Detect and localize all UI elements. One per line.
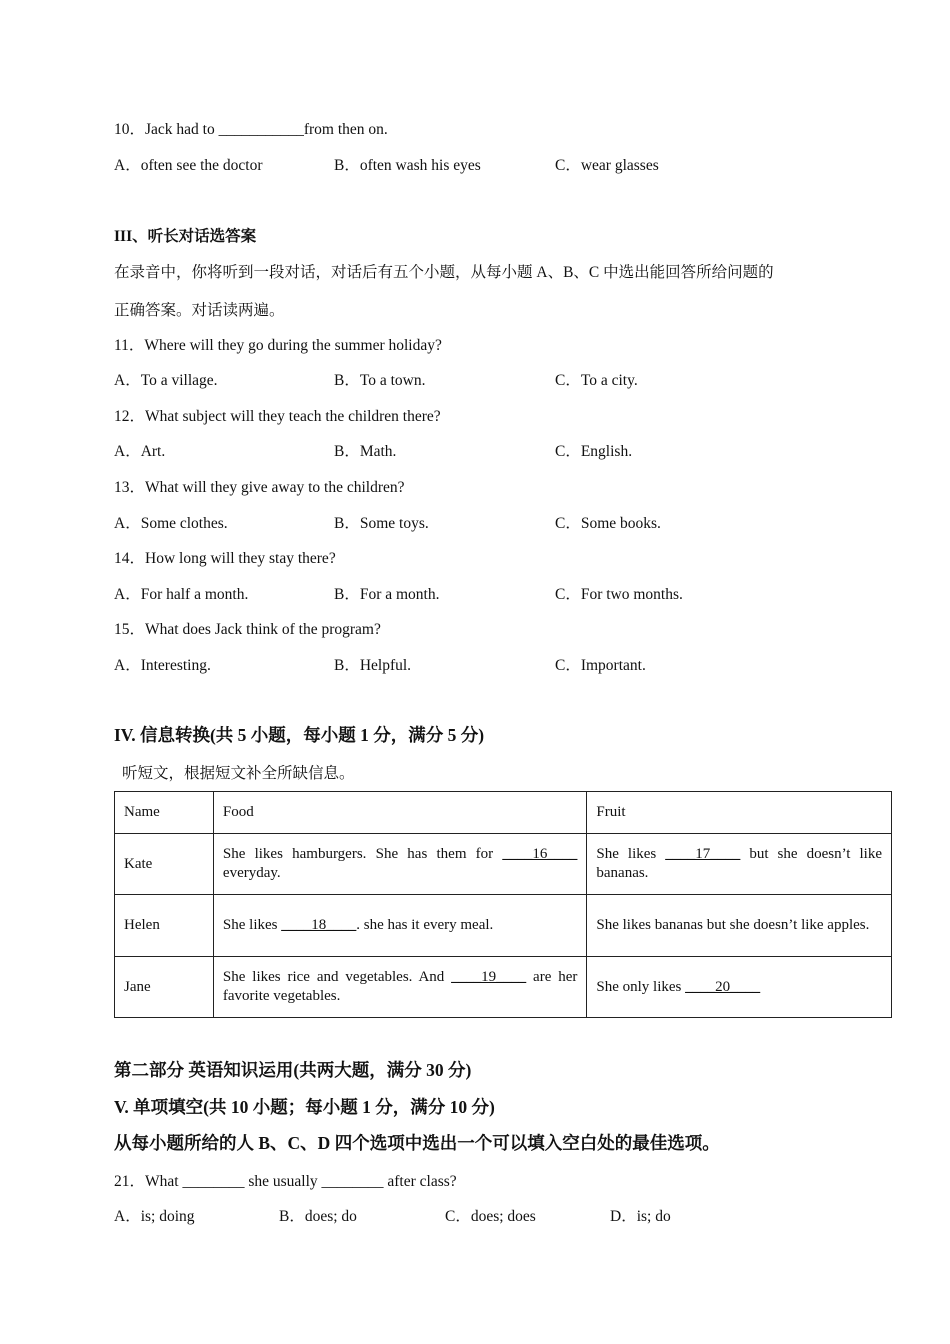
info-table (114, 791, 892, 1018)
food-text: She likes hamburgers. She has them for (222, 846, 503, 862)
blank-16: ____16____ (502, 846, 578, 862)
question-15-stem: 15．What does Jack think of the program? (114, 621, 381, 638)
q14-option-a: A．For half a month. (114, 586, 249, 603)
q21-option-d: D．is; do (610, 1208, 671, 1225)
q15-option-b: B．Helpful. (334, 657, 412, 674)
table-row-helen (115, 895, 892, 957)
section-4-title: IV. 信息转换(共 5 小题，每小题 1 分，满分 5 分) (114, 725, 485, 745)
section-4-instruction: 听短文，根据短文补全所缺信息。 (122, 765, 355, 782)
question-10-stem: 10．Jack had to ___________from then on. (114, 121, 388, 138)
header-name: Name (115, 792, 214, 834)
fruit-text: She likes (596, 846, 666, 862)
fruit-text: She likes bananas but she doesn’t like apples. (596, 917, 870, 933)
table-header-row (115, 792, 892, 834)
q21-option-b: B．does; do (279, 1208, 357, 1225)
q14-option-c: C．For two months. (555, 586, 683, 603)
fruit-text: She only likes (596, 978, 686, 995)
header-fruit: Fruit (587, 792, 892, 834)
cell-name: Kate (115, 834, 214, 895)
cell-fruit (587, 895, 892, 957)
q14-option-b: B．For a month. (334, 586, 440, 603)
food-text-end: everyday. (222, 865, 281, 881)
q21-option-c: C．does; does (445, 1208, 536, 1225)
cell-name: Jane (115, 957, 214, 1018)
cell-fruit (587, 834, 892, 895)
q10-option-b: B．often wash his eyes (334, 157, 481, 174)
part-2-title: 第二部分 英语知识运用(共两大题，满分 30 分) (114, 1060, 472, 1080)
section-3-instruction-line2: 正确答案。对话读两遍。 (114, 302, 285, 319)
fruit-text-end: but she doesn’t like bananas. (596, 846, 882, 881)
q15-option-c: C．Important. (555, 657, 646, 674)
table-row-jane (115, 957, 892, 1018)
question-21-stem: 21．What ________ she usually ________ after class? (114, 1173, 457, 1190)
cell-food (213, 834, 586, 895)
q12-option-b: B．Math. (334, 443, 397, 460)
question-14-stem: 14．How long will they stay there? (114, 550, 336, 567)
q12-option-a: A．Art. (114, 443, 166, 460)
food-text: She likes (222, 917, 282, 933)
section-3-title: III、听长对话选答案 (114, 228, 257, 245)
q21-option-a: A．is; doing (114, 1208, 195, 1225)
food-text-end: . she has it every meal. (356, 917, 494, 933)
section-5-instruction: 从每小题所给的人 B、C、D 四个选项中选出一个可以填入空白处的最佳选项。 (114, 1133, 720, 1153)
cell-food (213, 895, 586, 957)
food-text: She likes rice and vegetables. And (222, 969, 452, 985)
blank-17: ____17____ (665, 846, 741, 862)
blank-18: ____18____ (281, 917, 357, 933)
question-12-stem: 12．What subject will they teach the children there? (114, 408, 441, 425)
q13-option-c: C．Some books. (555, 515, 661, 532)
blank-20: ____20____ (685, 978, 761, 995)
section-5-title: V. 单项填空(共 10 小题；每小题 1 分，满分 10 分) (114, 1097, 495, 1117)
blank-19: ____19____ (451, 969, 527, 985)
header-food: Food (213, 792, 586, 834)
q11-option-b: B．To a town. (334, 372, 426, 389)
q12-option-c: C．English. (555, 443, 633, 460)
q11-option-a: A．To a village. (114, 372, 218, 389)
table-row-kate (115, 834, 892, 895)
q13-option-b: B．Some toys. (334, 515, 429, 532)
q13-option-a: A．Some clothes. (114, 515, 228, 532)
q10-option-a: A．often see the doctor (114, 157, 263, 174)
cell-name: Helen (115, 895, 214, 957)
q11-option-c: C．To a city. (555, 372, 638, 389)
question-11-stem: 11．Where will they go during the summer holiday? (114, 337, 442, 354)
food-text-end: are her favorite vegetables. (222, 969, 578, 1004)
cell-food (213, 957, 586, 1018)
section-3-instruction-line1: 在录音中，你将听到一段对话，对话后有五个小题，从每小题 A、B、C 中选出能回答所给问题的 (114, 264, 774, 281)
question-13-stem: 13．What will they give away to the children? (114, 479, 405, 496)
q10-option-c: C．wear glasses (555, 157, 659, 174)
cell-fruit (587, 957, 892, 1018)
q15-option-a: A．Interesting. (114, 657, 211, 674)
